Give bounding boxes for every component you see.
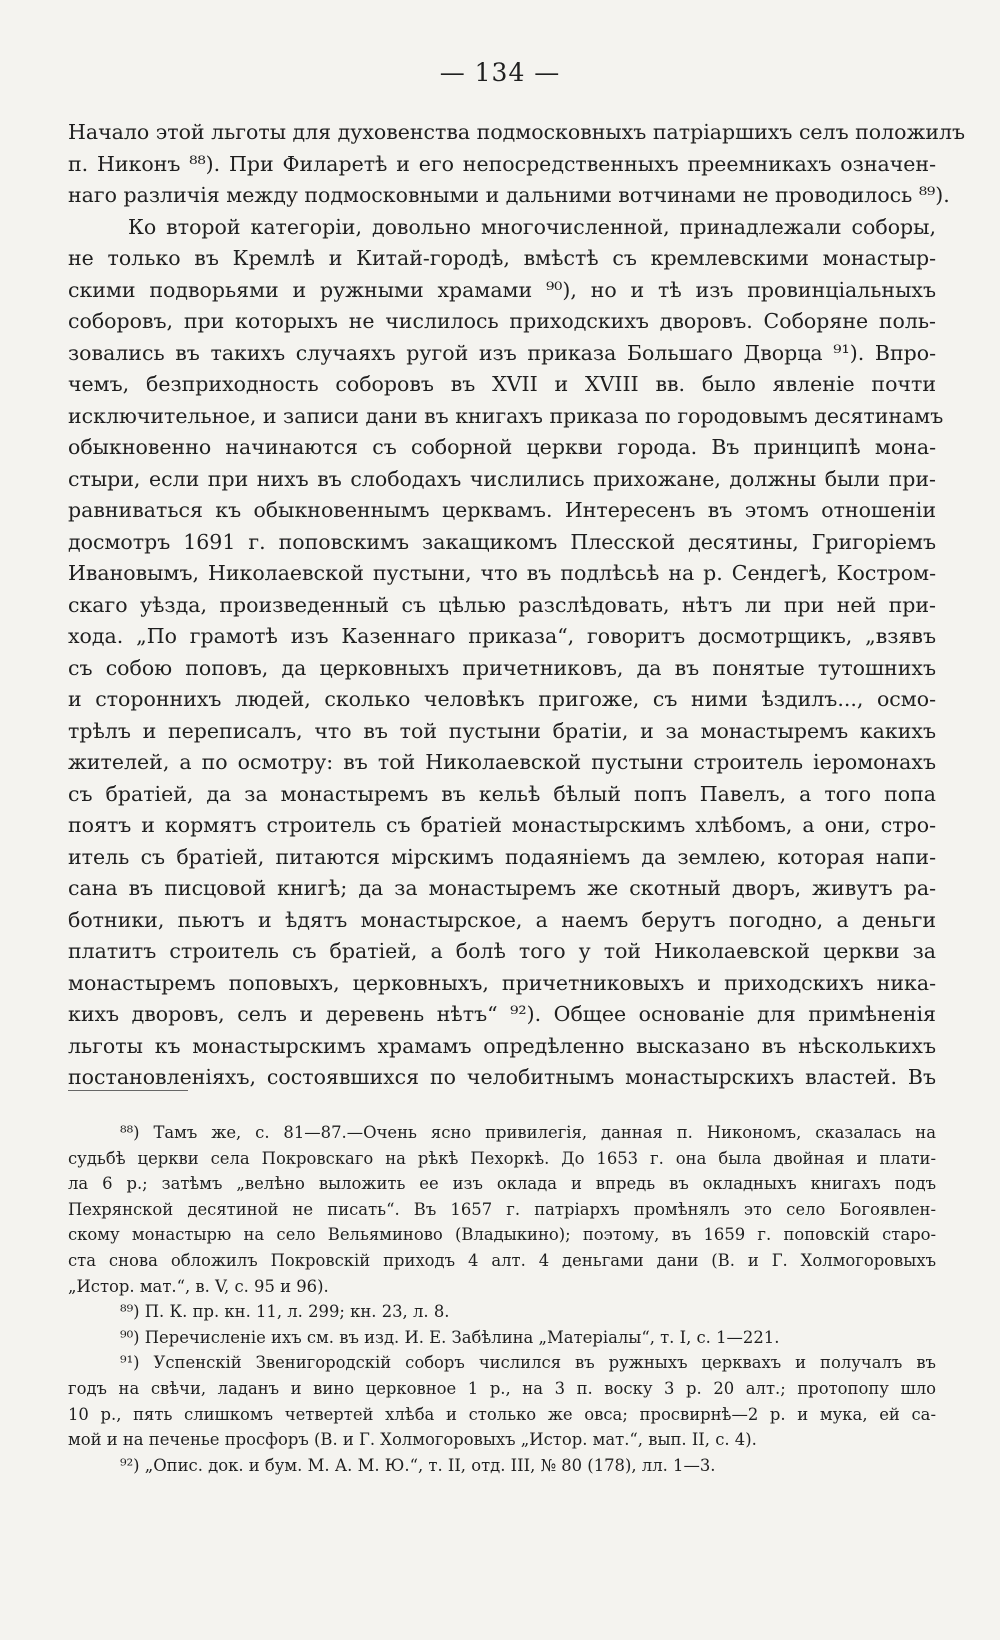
- text-line: трѣлъ и переписалъ, что въ той пустыни братіи, и за монастыремъ какихъ: [68, 718, 936, 743]
- text-line: стыри, если при нихъ въ слободахъ числились прихожане, должны были при-: [68, 466, 936, 491]
- text-line: ботники, пьютъ и ѣдятъ монастырское, а наемъ берутъ погодно, а деньги: [68, 907, 936, 932]
- footnote-line: Пехрянской десятиной не писать“. Въ 1657 г. патріархъ промѣнялъ это село Богоявлен-: [68, 1199, 936, 1219]
- text-line: обыкновенно начинаются съ соборной церкви города. Въ принципѣ мона-: [68, 435, 936, 459]
- main-text: [68, 117, 966, 1094]
- footnote-line: „Истор. мат.“, в. V, с. 95 и 96).: [68, 1276, 329, 1296]
- footnote-line: ла 6 р.; затѣмъ „велѣно выложить ее изъ оклада и впредь въ окладныхъ книгахъ подъ: [68, 1174, 936, 1194]
- text-line: скаго уѣзда, произведенный съ цѣлью разслѣдовать, нѣтъ ли при ней при-: [68, 592, 936, 617]
- text-line: зовались въ такихъ случаяхъ ругой изъ приказа Большаго Дворца ⁹¹). Впро-: [68, 340, 936, 365]
- text-line: сана въ писцовой книгѣ; да за монастыремъ же скотный дворъ, живутъ ра-: [68, 876, 936, 900]
- text-line: не только въ Кремлѣ и Китай-городѣ, вмѣстѣ съ кремлевскими монастыр-: [68, 246, 936, 270]
- footnote-line: ⁹¹) Успенскій Звенигородскій соборъ числился въ ружныхъ церквахъ и получалъ въ: [120, 1353, 936, 1373]
- text-line: Начало этой льготы для духовенства подмосковныхъ патріаршихъ селъ положилъ: [68, 120, 966, 144]
- footnote-line: ⁹²) „Опис. док. и бум. М. А. М. Ю.“, т. II, отд. III, № 80 (178), лл. 1—3.: [120, 1455, 716, 1475]
- text-line: льготы къ монастырскимъ храмамъ опредѣленно высказано въ нѣсколькихъ: [68, 1033, 936, 1058]
- text-line: Ивановымъ, Николаевской пустыни, что въ подлѣсьѣ на р. Сендегѣ, Костром-: [68, 561, 936, 585]
- text-line: соборовъ, при которыхъ не числилось приходскихъ дворовъ. Соборяне поль-: [68, 309, 936, 333]
- footnote-line: мой и на печенье просфоръ (В. и Г. Холмогоровыхъ „Истор. мат.“, вып. II, с. 4).: [68, 1430, 757, 1450]
- footnote-divider: [68, 1090, 188, 1091]
- text-line: хода. „По грамотѣ изъ Казеннаго приказа“, говоритъ досмотрщикъ, „взявъ: [68, 624, 936, 648]
- text-line: кихъ дворовъ, селъ и деревень нѣтъ“ ⁹²). Общее основаніе для примѣненія: [68, 1002, 936, 1026]
- text-line: монастыремъ поповыхъ, церковныхъ, причетниковыхъ и приходскихъ ника-: [68, 970, 936, 995]
- text-line: съ братіей, да за монастыремъ въ кельѣ бѣлый попъ Павелъ, а того попа: [68, 781, 936, 806]
- footnote-line: ⁹⁰) Перечисленіе ихъ см. въ изд. И. Е. Забѣлина „Матеріалы“, т. I, с. 1—221.: [120, 1327, 780, 1347]
- text-line: и стороннихъ людей, сколько человѣкъ пригоже, съ ними ѣздилъ..., осмо-: [68, 687, 936, 711]
- text-line: поятъ и кормятъ строитель съ братіей монастырскимъ хлѣбомъ, а они, стро-: [68, 813, 936, 837]
- text-line: равниваться къ обыкновеннымъ церквамъ. Интересенъ въ этомъ отношеніи: [68, 498, 936, 522]
- text-line: наго различія между подмосковными и дальними вотчинами не проводилось ⁸⁹).: [68, 183, 950, 207]
- text-line: постановленіяхъ, состоявшихся по челобитнымъ монастырскихъ властей. Въ: [68, 1065, 936, 1089]
- text-line: жителей, а по осмотру: въ той Николаевской пустыни строитель іеромонахъ: [68, 750, 936, 774]
- text-line: Ко второй категоріи, довольно многочисленной, принадлежали соборы,: [128, 214, 936, 239]
- text-line: исключительное, и записи дани въ книгахъ приказа по городовымъ десятинамъ: [68, 403, 944, 428]
- text-line: платитъ строитель съ братіей, а болѣ того у той Николаевской церкви за: [68, 939, 936, 963]
- footnote-line: ста снова обложилъ Покровскій приходъ 4 алт. 4 деньгами дани (В. и Г. Холмогоровыхъ: [68, 1250, 936, 1270]
- page-number: — 134 —: [439, 58, 561, 87]
- text-line: п. Никонъ ⁸⁸). При Филаретѣ и его непосредственныхъ преемникахъ означен-: [68, 151, 936, 176]
- footnotes: [68, 1120, 936, 1478]
- text-line: съ собою поповъ, да церковныхъ причетниковъ, да въ понятые тутошнихъ: [68, 655, 936, 680]
- footnote-line: ⁸⁸) Тамъ же, с. 81—87.—Очень ясно привилегія, данная п. Никономъ, сказалась на: [120, 1123, 936, 1142]
- footnote-line: ⁸⁹) П. К. пр. кн. 11, л. 299; кн. 23, л. 8.: [120, 1302, 450, 1322]
- footnote-line: скому монастырю на село Вельяминово (Владыкино); поэтому, въ 1659 г. поповскій старо-: [68, 1225, 936, 1245]
- footnote-line: годъ на свѣчи, ладанъ и вино церковное 1 р., на 3 п. воску 3 р. 20 алт.; протопопу шло: [68, 1378, 936, 1398]
- footnote-line: судьбѣ церкви села Покровскаго на рѣкѣ Пехоркѣ. До 1653 г. она была двойная и плати-: [68, 1148, 936, 1168]
- text-line: итель съ братіей, питаются мірскимъ подаяніемъ да землею, которая напи-: [68, 844, 936, 869]
- footnote-line: 10 р., пять слишкомъ четвертей хлѣба и столько же овса; просвирнѣ—2 р. и мука, ей са-: [68, 1404, 936, 1424]
- text-line: скими подворьями и ружными храмами ⁹⁰), но и тѣ изъ провинціальныхъ: [68, 277, 936, 302]
- text-line: досмотръ 1691 г. поповскимъ закащикомъ Плесской десятины, Григоріемъ: [68, 529, 936, 554]
- text-line: чемъ, безприходность соборовъ въ XVII и XVIII вв. было явленіе почти: [68, 372, 936, 396]
